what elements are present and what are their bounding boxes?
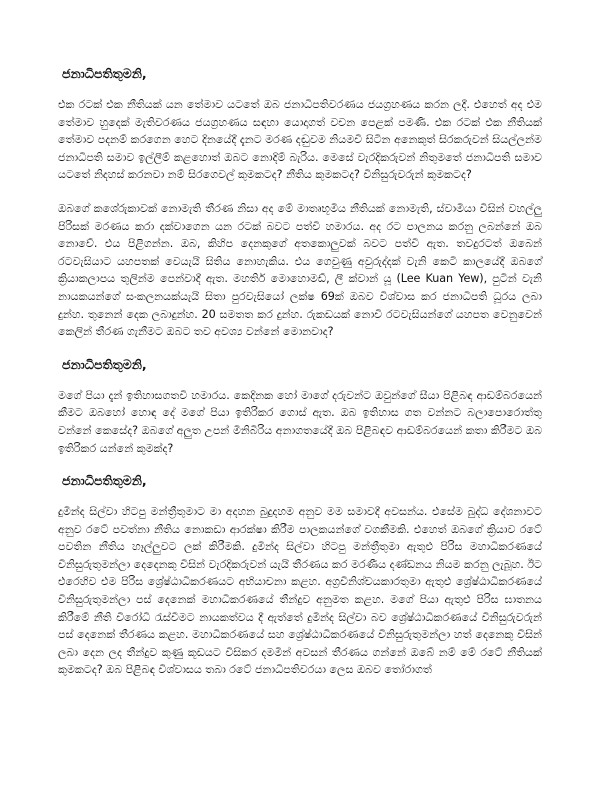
section-1 <box>58 66 542 341</box>
section-3 <box>58 473 542 679</box>
body-paragraph: මගේ පියා දැන් ඉතිහාසගතවී හමාරය. කෙදිනක හෝ මාගේ දරුවන්ට ඔවුන්ගේ සීයා පිළිබඳ ආඩම්බරයෙන් කීමට ඔබහෝ හොඳ දේ මගේ පියා ඉතිරිකර ගොස් ඇත. ඔබ ඉතිහාස ගත වන්නට බලාපොරොත්තු වන්නේ කෙසේද? ඔබගේ අලුත උපන් මිනිබිරිය අනාගතයේදී ඔබ පිළිබඳව ආඩම්බරයෙන් කතා කිරීමට ඔබ ඉතිරිකර යන්නේ කුමක්ද? <box>58 388 542 455</box>
body-paragraph: දුමින්ද සිල්වා හිටපු මන්ත්‍රීතුමාට මා අදහන බුදුදහම අනුව මම සමාවදී අවසන්ය. එසේම බුද්ධ දේශනාවට අනුව රටේ පවත්නා නීතිය නොකඩා ආරක්ෂා කිරීම පාලකයන්ගේ වගකීමකි. එහෙත් ඔබගේ ක්‍රියාව රටේ පවතින නීතිය හෑල්ලුවට ලක් කිරීමකි. දුමින්ද සිල්වා හිටපු මන්ත්‍රීතුමා ඇතුළු පිරිස මහාධිකරණයේ විනිසුරුතුමන්ලා දෙදෙනකු විසින් වැරදිකරුවන් යැයි තීරණය කර මරණීය දණ්ඩනය නියම කරනු ලැබූහ. ඊට එරෙහිව එම පිරිස ශ්‍රේෂ්ඨාධිකරණයට අභියාචනා කළහ. අග්‍රවිනිශ්චයකාරතුමා ඇතුළු ශ්‍රේෂ්ඨාධිකරණයේ විනිසුරුතුමන්ලා පස් දෙනෙක් මහාධිකරණයේ තීන්දුව අනුමත කළහ. මගේ පියා ඇතුළු පිරිස ඝාතනය කිරීමේ නීති විරෝධී රැස්වීමට නායකත්වය දී ඇත්තේ දුමින්ද සිල්වා බව ශ්‍රේෂ්ඨාධිකරණයේ විනිසුරුවරුන් පස් දෙනෙක් තීරණය කළහ. මහාධිකරණයේ සහ ශ්‍රේෂ්ඨාධිකරණයේ විනිසුරුතුමන්ලා හත් දෙනෙකු විසින් ලබා දෙන ලද තීන්දුව කුණු කූඩයට විසිකර දමමින් අවසන් තීරණය ගන්නේ ඔබේ නම් මේ රටේ නීතියක් කුමකටද? ඔබ පිළිබඳ විශ්වාසය තබා රටේ ජනාධිපතිවරයා ලෙස ඔබව තෝරාගත් <box>58 505 542 677</box>
body-paragraph: ඔබගේ කශේරුකාවක් නොමැති තීරණ නිසා අද මේ මාතෘභූමිය නීතියක් නොමැති, ස්වාමියා විසින් වහල්ලු පිරිසක් මරණය කරා දක්වාගෙන යන රටක් බවට පත්වී හමාරය. අද රට පාලනය කරනු ලබන්නේ ඔබ නොවේ. එය පිළිගන්න. ඔබ, කිහිප දෙනකුගේ අතකොලුවක් බවට පත්වී ඇත. තවදුරටත් ඔබෙන් රටවැසියාට යහපතක් වෙයැයි සිතිය නොහැකිය. එය ගෙවුණු අවුරුද්දක් වැනි කෙටි කාලයේදී ඔබගේ ක්‍රියාකලාපය තුලින්ම පෙන්වාදී ඇත. මහතිර් මොහොමඩ්, ලී ක්වාන් යූ (Lee Kuan Yew), පුටින් වැනි නායකයන්ගේ සංකලනයක්යැයි සිතා පුරවැසියෝ ලක්ෂ 69ක් ඔබව විශ්වාස කර ජනාධිපති ධූරය ලබා දුන්හ. තුනෙන් දෙක ලබාදුන්හ. 20 සමතත කර දුන්හ. රුකඩයක් නොවී රටවැසියන්ගේ යහපත වෙනුවෙන් කෙලින් තීරණ ගැනීමට ඔබට තව අවශ්‍ය වන්නේ මොනවාද? <box>58 201 542 339</box>
body-paragraph: එක රටක් එක නීතියක් යන තේමාව යටතේ ඔබ ජනාධිපතිවරණය ජයග්‍රහණය කරන ලදී. එහෙත් අද එම තේමාව හුදෙක් මැතිවරණය ජයග්‍රහණය සඳහා යොදාගත් වචන පෙළක් පමණි. එක රටක් එක නීතියක් තේමාව පදනම් කරගෙන හෙට දිනයේදී දැනට මරණ දඬුවම නියමවී සිටින අනෙකුත් සිරකරුවන් සියල්ලන්ම ජනාධිපති සමාව ඉල්ලීම් කළහොත් ඔබට නොදිම් බැරිය. මෙසේ වැරදිකරුවන් නිතුමතේ ජනාධිපති සමාව යටතේ නිදහස් කරනවා නම් සිරගෙවල් කුමකටද? නීතිය කුමකටද? විනිසුරුවරුන් කුමකටද? <box>58 98 542 182</box>
section-2 <box>58 357 542 457</box>
salutation-heading: ජනාධිපතිතුමනි, <box>62 473 147 489</box>
salutation-heading: ජනාධිපතිතුමනි, <box>62 356 147 372</box>
salutation-heading: ජනාධිපතිතුමනි, <box>62 66 147 81</box>
